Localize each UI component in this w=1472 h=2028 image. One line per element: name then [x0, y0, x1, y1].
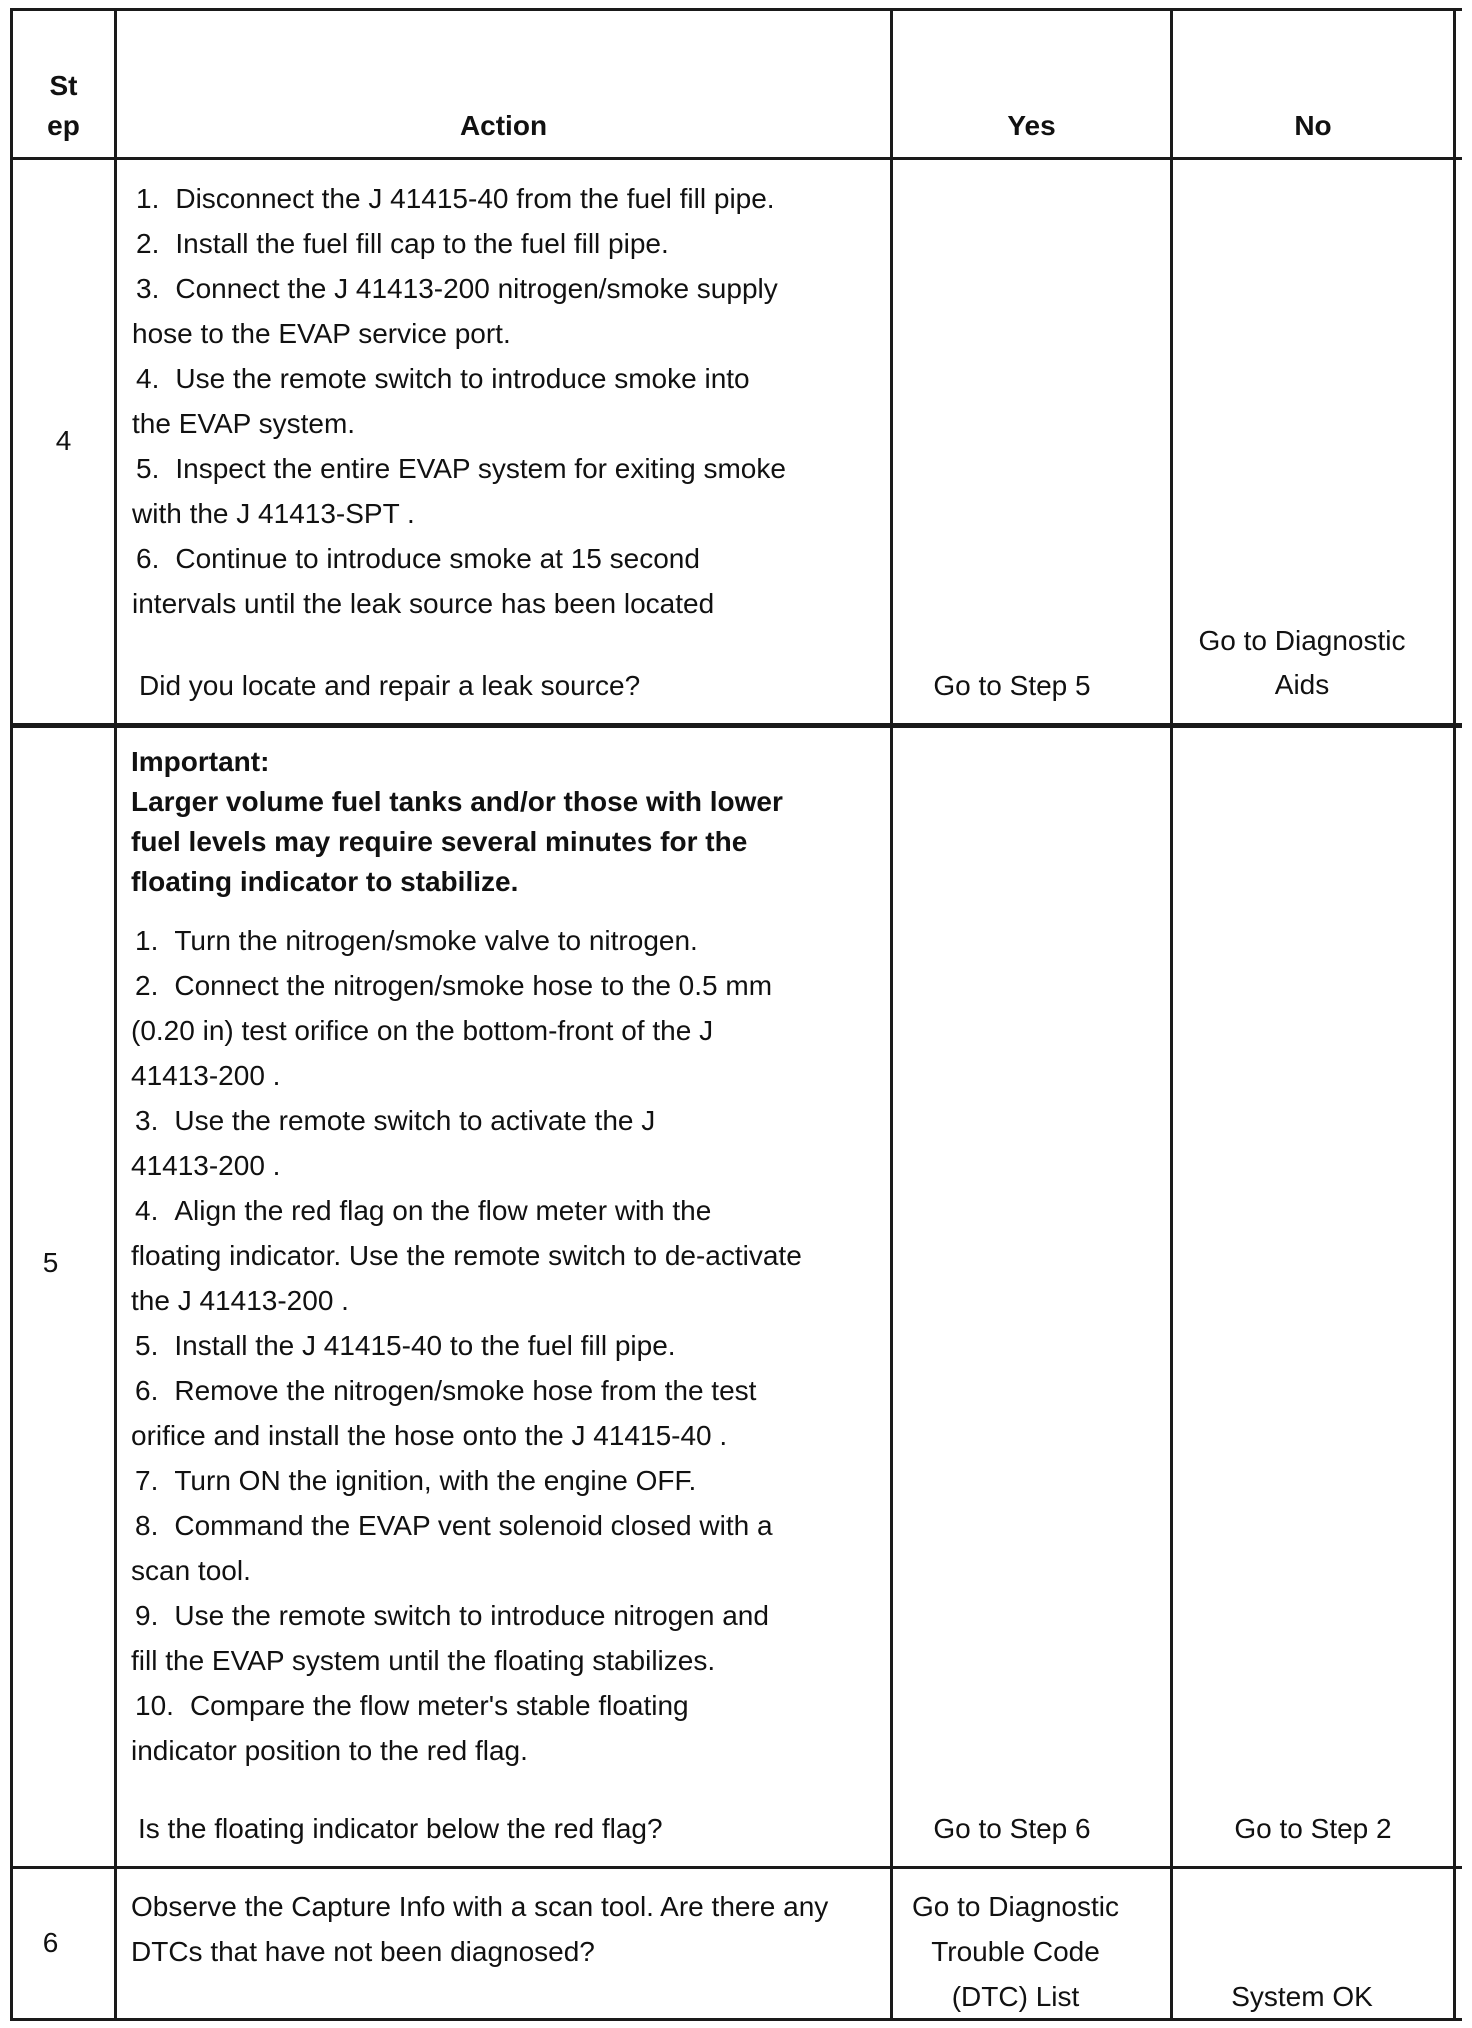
list-item-number: 5. [136, 453, 160, 484]
list-item-text: scan tool. [131, 1555, 251, 1586]
list-item-text: fill the EVAP system until the floating stabilizes. [131, 1645, 716, 1676]
list-item [132, 176, 786, 221]
row4-bottom-border [10, 723, 1462, 728]
list-item [132, 536, 786, 581]
important-line: Larger volume fuel tanks and/or those with lower [131, 786, 783, 817]
row5-no-result: Go to Step 2 [1234, 1813, 1392, 1844]
list-item-continuation [132, 311, 786, 356]
list-item [131, 1593, 802, 1638]
row5-bottom-border [10, 1866, 1462, 1869]
list-item-number: 4. [136, 363, 160, 394]
list-item-text: Remove the nitrogen/smoke hose from the test [174, 1375, 757, 1406]
list-item-continuation [131, 1143, 802, 1188]
list-item [131, 1188, 802, 1233]
list-item-text: Disconnect the J 41415-40 from the fuel fill pipe. [175, 183, 775, 214]
list-item-text: intervals until the leak source has been located [132, 588, 715, 619]
list-item [131, 918, 802, 963]
list-item [131, 1098, 802, 1143]
list-item-continuation [132, 401, 786, 446]
row6-step: 6 [42, 1927, 59, 1958]
list-item [131, 1458, 802, 1503]
list-item-text: Command the EVAP vent solenoid closed with a [174, 1510, 773, 1541]
row6-action [131, 1884, 828, 1974]
list-item-text: Align the red flag on the flow meter with the [174, 1195, 712, 1226]
row4-yes-result: Go to Step 5 [933, 670, 1091, 701]
row4-no-line1: Go to Diagnostic [1198, 625, 1406, 656]
row5-question: Is the floating indicator below the red flag? [138, 1813, 663, 1844]
important-label: Important: [131, 746, 270, 777]
list-item-number: 3. [136, 273, 160, 304]
list-item [132, 266, 786, 311]
row6-yes-line3: (DTC) List [951, 1981, 1080, 2012]
list-item-text: indicator position to the red flag. [131, 1735, 528, 1766]
row5-action-list [131, 918, 802, 1773]
list-item-continuation [131, 1728, 802, 1773]
list-item-text: Use the remote switch to introduce nitrogen and [174, 1600, 769, 1631]
row4-step: 4 [55, 425, 72, 456]
list-item-text: Turn ON the ignition, with the engine OFF. [174, 1465, 697, 1496]
list-item [131, 963, 802, 1008]
header-action: Action [459, 110, 548, 141]
row6-no-result: System OK [1231, 1981, 1373, 2012]
list-item-continuation [131, 1008, 802, 1053]
list-item-text: the J 41413-200 . [131, 1285, 349, 1316]
row5-step: 5 [42, 1247, 59, 1278]
row6-yes-result [893, 1884, 1138, 2019]
list-item-number: 6. [135, 1375, 159, 1406]
list-item-text: Connect the J 41413-200 nitrogen/smoke supply [175, 273, 778, 304]
list-item-text: Turn the nitrogen/smoke valve to nitrogen. [174, 925, 698, 956]
row5-important-note [131, 742, 783, 902]
list-item-text: Install the fuel fill cap to the fuel fill pipe. [175, 228, 669, 259]
list-item [132, 221, 786, 266]
list-item-continuation [131, 1278, 802, 1323]
list-item-text: Use the remote switch to activate the J [174, 1105, 656, 1136]
list-item-text: with the J 41413-SPT . [132, 498, 415, 529]
list-item-text: Use the remote switch to introduce smoke into [175, 363, 750, 394]
list-item-text: floating indicator. Use the remote switch to de-activate [131, 1240, 802, 1271]
list-item-number: 3. [135, 1105, 159, 1136]
list-item-continuation [131, 1413, 802, 1458]
list-item-number: 1. [136, 183, 160, 214]
row6-action-line: DTCs that have not been diagnosed? [131, 1936, 595, 1967]
list-item-number: 8. [135, 1510, 159, 1541]
list-item-number: 9. [135, 1600, 159, 1631]
list-item-text: (0.20 in) test orifice on the bottom-front of the J [131, 1015, 714, 1046]
list-item-text: 41413-200 . [131, 1060, 281, 1091]
list-item-number: 10. [135, 1690, 174, 1721]
row4-no-result [1173, 619, 1431, 707]
list-item-number: 6. [136, 543, 160, 574]
row6-yes-line1: Go to Diagnostic [912, 1891, 1119, 1922]
list-item-continuation [131, 1638, 802, 1683]
list-item-text: 41413-200 . [131, 1150, 281, 1181]
row6-yes-line2: Trouble Code [931, 1936, 1100, 1967]
list-item-continuation [131, 1548, 802, 1593]
list-item-continuation [131, 1053, 802, 1098]
header-yes: Yes [1007, 110, 1056, 141]
list-item-number: 2. [136, 228, 160, 259]
yes-column-divider [1170, 8, 1173, 2021]
row4-action-list [132, 176, 786, 626]
list-item-text: the EVAP system. [132, 408, 356, 439]
list-item-number: 7. [135, 1465, 159, 1496]
row4-no-line2: Aids [1274, 669, 1330, 700]
row6-action-line: Observe the Capture Info with a scan tool. Are there any [131, 1891, 829, 1922]
list-item-number: 1. [135, 925, 159, 956]
list-item-text: Compare the flow meter's stable floating [189, 1690, 689, 1721]
header-no: No [1294, 110, 1332, 141]
header-step [13, 66, 114, 146]
list-item-text: Continue to introduce smoke at 15 second [175, 543, 700, 574]
table-top-border [10, 8, 1462, 11]
step-column-divider [114, 8, 117, 2021]
row4-question: Did you locate and repair a leak source? [139, 670, 641, 701]
list-item-continuation [132, 491, 786, 536]
header-bottom-border [10, 157, 1462, 160]
list-item [131, 1323, 802, 1368]
list-item [132, 446, 786, 491]
list-item-text: orifice and install the hose onto the J 41415-40 . [131, 1420, 728, 1451]
list-item [131, 1368, 802, 1413]
list-item-continuation [131, 1233, 802, 1278]
table-right-border [1453, 8, 1456, 2021]
list-item-continuation [132, 581, 786, 626]
important-line: fuel levels may require several minutes for the [131, 826, 748, 857]
action-column-divider [890, 8, 893, 2021]
list-item-text: hose to the EVAP service port. [132, 318, 511, 349]
list-item-text: Inspect the entire EVAP system for exiting smoke [175, 453, 786, 484]
list-item-text: Connect the nitrogen/smoke hose to the 0.5 mm [174, 970, 773, 1001]
list-item [132, 356, 786, 401]
header-step-line2: ep [47, 110, 80, 141]
list-item-number: 5. [135, 1330, 159, 1361]
table-left-border [10, 8, 13, 2021]
important-line: floating indicator to stabilize. [131, 866, 519, 897]
header-step-line1: St [49, 70, 78, 101]
list-item-number: 4. [135, 1195, 159, 1226]
list-item [131, 1503, 802, 1548]
row5-yes-result: Go to Step 6 [933, 1813, 1091, 1844]
list-item-number: 2. [135, 970, 159, 1001]
list-item-text: Install the J 41415-40 to the fuel fill pipe. [174, 1330, 676, 1361]
list-item [131, 1683, 802, 1728]
